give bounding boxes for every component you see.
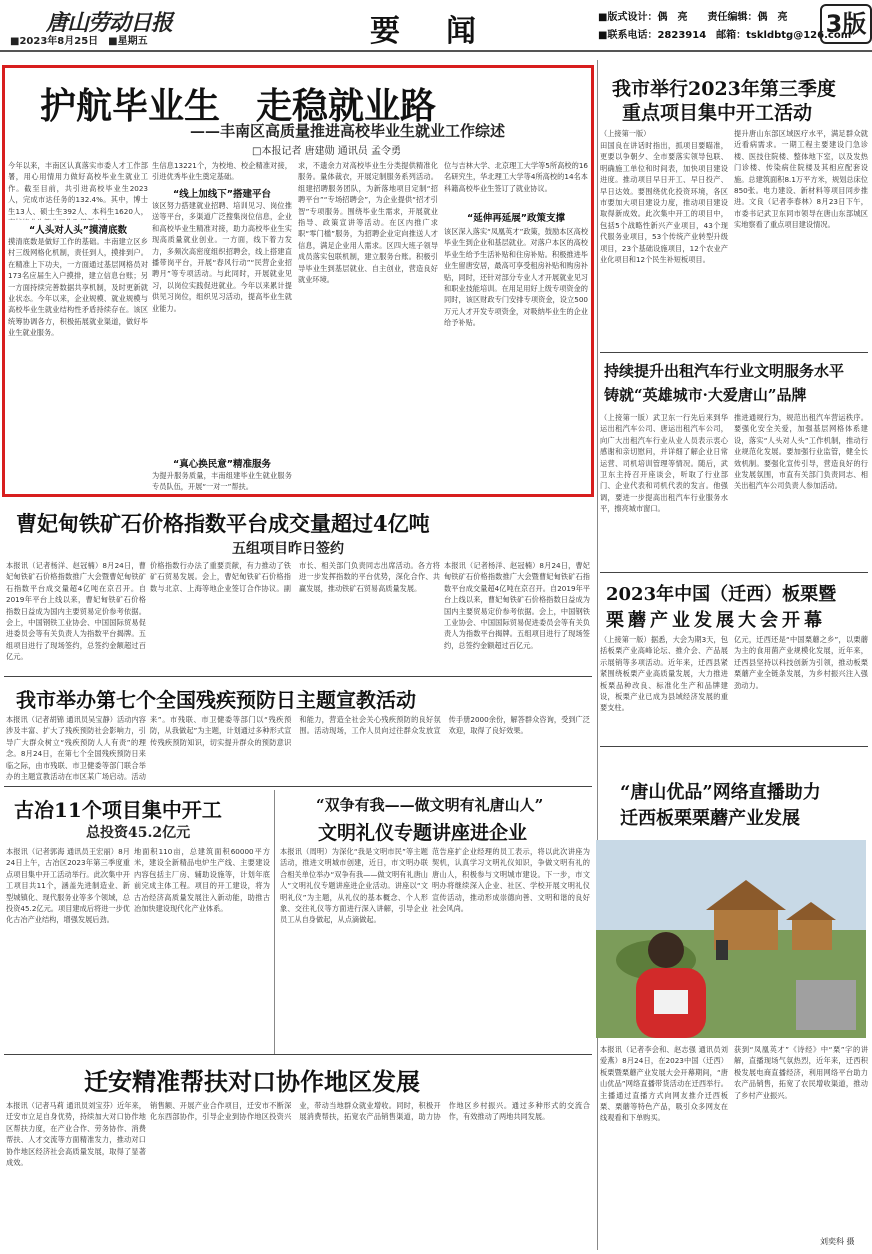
a6-body2: 地面积110亩，总建筑面积60000平方米，建设全新精品电炉生产线、主要建设内容包括主厂房、辅助设施等，计划年底前完成主体工程。项目的开工建设，将为古冶经济高质量发展注入新动能，助推古冶加快建设现代化产业体系。 xyxy=(134,847,270,914)
a9-title: “唐山优品”网络直播助力 xyxy=(620,782,821,803)
a2-title: 我市举行2023年第三季度 xyxy=(612,78,836,100)
a1-col4: 位与吉林大学、北京理工大学等5所高校的16名研究生，华北理工大学等4所高校的14名本科籍高校毕业生签订了就业协议。 xyxy=(444,161,588,193)
editor-line: ■版式设计：偶 亮 责任编辑：偶 亮 xyxy=(598,12,788,23)
a9-body: 本报讯（记者李会和、赵志强 通讯员刘爱燕）8月24日，在2023中国（迁西）板栗暨栗蘑产业发展大会开幕期间，“唐山优品”网络直播带货活动在迁西举行。主播通过直播方式向网友推介迁西板栗、栗蘑等特色产品，吸引众多网友在线观看和下单购买。 xyxy=(600,1045,728,1123)
photo-credit: 刘奕科 摄 xyxy=(820,1237,855,1246)
a8-body2: 亿元，迁西还是“中国栗蘑之乡”，以栗蘑为主的食用菌产业规模化发展，近年来，迁西县坚持以科技创新为引领，推动板栗栗蘑产业全链条发展，为乡村振兴注入强劲动力。 xyxy=(734,635,868,690)
a1-subhead-2: “线上加线下”搭建平台 xyxy=(173,189,271,200)
a1-col1: 今年以来，丰南区认真落实市委人才工作部署，用心用情用力做好高校毕业生就业工作。截至目前，共引进高校毕业生2023人，完成市达任务的132.4%。其中，博士生13人、硕士生392人、本科生1620人， xyxy=(8,161,148,216)
a5-body2: 来”。市残联、市卫健委等部门以“残疾预防，从我做起”为主题，计划通过多种形式宣传残疾预防知识，切实提升群众的预防意识和能力，营造全社会关心残疾预防的良好氛围。活动现场，工作人员向过往群众发放宣传手册2000余份，解答群众咨询，受到广泛欢迎，取得了良好效果。 xyxy=(150,715,590,747)
a9-body2: 获到“凤凰英才”《诗经》中“栗”字的讲解，直播现场气氛热烈，近年来，迁西积极发展电商直播经济，利用网络平台助力农产品销售，拓宽了农民增收渠道，推动了乡村产业振兴。 xyxy=(734,1045,868,1100)
a1-col2b: 该区努力搭建就业招聘、培训见习、岗位推送等平台，多渠道广泛搜集岗位信息，企业和高校毕业生精准对接，助力高校毕业生实现高质量就业创业。一方面，线下着力发力，多频次高密度组织招聘会，线上搭建直播带岗平台，开展“春风行动”“民营企业招聘月”等专项活动。与此同时，开展就业见习，以岗位实践促进就业。今年以来累计提供见习岗位，组织见习活动，提高毕业生就业能力。 xyxy=(152,201,292,313)
masthead xyxy=(0,0,872,52)
a6-title: 古冶11个项目集中开工 xyxy=(14,798,222,822)
a1-title: 护航毕业生 走稳就业路 xyxy=(40,85,437,127)
a3-title: 持续提升出租汽车行业文明服务水平 xyxy=(604,362,845,380)
a8-title: 2023年中国（迁西）板栗暨 xyxy=(606,584,837,605)
a1-col1b: 摸清底数是做好工作的基础。丰南建立区乡村三级网格化机制，责任到人，摸排到户。在精准上下功夫，一方面通过基层网格员对173名应届生入户摸排，建立信息台账；另一方面持续完善数据共享机制，及时更新就业状态。今年以来，企业规模、就业规模与高校毕业生就业结构性矛盾持续存在。该区统筹协调各方，积极拓展就业渠道，做好毕业生就业服务。 xyxy=(8,237,148,338)
a5-body: 本报讯（记者胡锦 通讯员吴宝静）活动内容涉及丰富、扩大了残疾预防社会影响力，引导广大群众树立“残疾预防人人有责”的理念。8月24日，在第七个全国残疾预防日来临之际，由市残联、市卫健委等部门联合举办的主题宣教活动在市区某广场启动。活动 xyxy=(6,715,146,782)
divider xyxy=(4,1054,592,1055)
a1-subhead-1: “人头对人头”摸清底数 xyxy=(29,225,127,236)
a2-title2: 重点项目集中开工活动 xyxy=(622,102,813,124)
a1-col2: 生信息13221个，为校地、校企精准对接，引进优秀毕业生奠定基础。 xyxy=(152,161,292,182)
a10-body: 本报讯（记者马莉 通讯员刘宝芬）近年来，迁安市立足自身优势，持续加大对口协作地区帮扶力度，在产业合作、劳务协作、消费帮扶、人才交流等方面精准发力，推动对口协作地区经济社会高质量发展，取得了显著成效。 xyxy=(6,1101,146,1168)
a9-title2: 迁西板栗栗蘑产业发展 xyxy=(620,808,800,829)
a6-subtitle: 总投资45.2亿元 xyxy=(86,825,191,841)
section-title: 要 闻 xyxy=(370,14,484,49)
a10-title: 迁安精准帮扶对口协作地区发展 xyxy=(84,1067,420,1096)
livestream-photo xyxy=(596,840,866,1038)
a4-title: 曹妃甸铁矿石价格指数平台成交量超过4亿吨 xyxy=(16,511,430,536)
divider xyxy=(4,676,592,677)
page-number: 3版 xyxy=(820,4,872,44)
a7-body: 本报讯（周明）为深化“我是文明市民”等主题活动，推进文明城市创建，近日，市文明办联合相关单位举办“双争有我——做文明有礼唐山人”文明礼仪专题讲座进企业活动。讲座以“文明礼仪”为主题，从礼仪的基本概念、个人形象、交往礼仪等方面进行深入讲解，引导企业员工从自身做起，从点滴做起。 xyxy=(280,847,428,925)
contact-line: ■联系电话：2823914 邮箱：tskldbtg@126.com xyxy=(598,30,852,41)
a1-subhead-3: “真心换民意”精准服务 xyxy=(173,459,271,470)
a4-body3: 本报讯（记者杨洋、赵冠楠）8月24日，曹妃甸铁矿石价格指数推广大会暨曹妃甸铁矿石指数平台成交量超4亿吨在京召开。自2019年平台上线以来，曹妃甸铁矿石价格指数日益成为国内主要贸易定价参考依据。会上，中国钢铁工业协会、中国国际贸易促进委员会等有关负责人为指数平台揭牌。五组项目进行了现场签约，总签约金额超过百亿元。 xyxy=(444,561,590,650)
a10-body2: 销售额、开展产业合作项目，迁安市不断深化东西部协作，引导企业到协作地区投资兴业，带动当地群众就业增收。同时，积极开展消费帮扶，拓宽农产品销售渠道，助力协作地区乡村振兴。通过多种形式的交流合作，有效推动了两地共同发展。 xyxy=(150,1101,590,1122)
a8-body: （上接第一版）据悉，大会为期3天，包括板栗产业高峰论坛、推介会、产品展示展销等多项活动。近年来，迁西县紧紧围绕板栗产业高质量发展，大力推进板栗品种改良、标准化生产和品牌建设，板栗产业已成为县域经济发展的重要支柱。 xyxy=(600,635,728,713)
a1-col4b: 该区深入落实“凤凰英才”政策，鼓励本区高校毕业生到企业和基层就业。对落户本区的高校毕业生给予生活补贴和住房补贴。积极推进毕业生留唐安居，最高可享受租房补贴和购房补贴，同时，还针对部分专业人才开展就业见习和职业技能培训。在用足用好上级专项资金的同时，该区财政专门安排专项资金，设立500万元人才开发专项资金，对吸纳毕业生的企业给予补贴。 xyxy=(444,227,588,328)
a8-title2: 栗蘑产业发展大会开幕 xyxy=(606,610,826,631)
divider xyxy=(600,746,868,747)
a3-body2: 推进通规行为，规范出租汽车营运秩序。要强化安全关爱，加强基层网格体系建设，落实“人头对人头”工作机制，推动行业规范化发展。要加强行业监管，健全长效机制。要强化宣传引导，营造良好的行业发展氛围，市直有关部门负责同志、相关出租汽车公司负责人参加活动。 xyxy=(734,413,868,491)
a7-body2: 范告座扩企业经理的员工表示，将以此次讲座为契机，认真学习文明礼仪知识，争做文明有礼的唐山人，积极参与文明城市建设。下一步，市文明办将继续深入企业、社区、学校开展文明礼仪宣传活动，推动形成崇德向善、文明和谐的良好社会风尚。 xyxy=(432,847,590,914)
divider xyxy=(274,790,275,1054)
a2-body2: 提升唐山东部区域医疗水平，满足群众就近看病需求。一期工程主要建设门急诊楼、医技住院楼、整体地下室，以及发热门诊楼、传染病住院楼及其相应配套设施。总建筑面积8.1万平方米，规划总床位850张。电力建设、新材料等项目同步推进。文良（记者李春林）8月23日下午，市委书记武卫东同市领导在唐山东部城区实地察看了重点项目建设情况。 xyxy=(734,129,868,230)
a3-body: （上接第一版）武卫东一行先后来到华运出租汽车公司、唐运出租汽车公司，向广大出租汽车行业从业人员表示衷心感谢和亲切慰问，并详细了解企业日常运营、司机培训管理等情况。随后，武卫东主持召开座谈会，听取了行业部门、企业代表和司机代表的发言。他强调，要进一步提高出租汽车行业服务水平，擦亮城市窗口。 xyxy=(600,413,728,514)
newspaper-logo: 唐山劳动日报 xyxy=(46,10,173,36)
a1-col2c: 为提升服务质量，丰南组建毕业生就业服务专员队伍，开展“一对一”帮扶。 xyxy=(152,471,292,492)
a1-subtitle: ——丰南区高质量推进高校毕业生就业工作综述 xyxy=(190,122,506,140)
a2-tag: （上接第一版） xyxy=(600,129,651,138)
a1-subhead-4: “延伸再延展”政策支撑 xyxy=(467,213,565,224)
a1-col3: 求，不遗余力对高校毕业生分类提供精准化服务。量体裁衣，开展定制服务系列活动。组建招聘服务团队，为新落地项目定制“招聘平台”“专场招聘会”，为企业提供“招才引智”专项服务。围绕毕业生需求，开展就业指导、政策宣讲等活动。在区内推广求职“零门槛”服务，为招聘企业定向推送人才信息，满足企业用人需求。区四大班子领导成员落实包联机制，建立服务台账。积极引导毕业生到基层就业、自主创业，营造良好就业环境。 xyxy=(298,161,438,285)
a4-body: 本报讯（记者杨洋、赵冠楠）8月24日，曹妃甸铁矿石价格指数推广大会暨曹妃甸铁矿石指数平台成交量超4亿吨在京召开。自2019年平台上线以来，曹妃甸铁矿石价格指数日益成为国内主要贸易定价参考依据。会上，中国钢铁工业协会、中国国际贸易促进委员会等有关负责人为指数平台揭牌。五组项目进行了现场签约，总签约金额超过百亿元。 xyxy=(6,561,146,662)
a2-body: 田国良在讲话时指出，抓项目要瞄准，更要以争朝夕、全市要落实领导包联、明确施工单位和时间表，加快项目建设进度。推动项目早日开工、早日投产、早日达效。要围绕优化投资环境，各区市要加大项目建设力度，推动项目建设取得新成效。此次集中开工的项目中，包括5个战略性新兴产业项目，43个现代服务业项目，53个传统产业转型升级项目，23个基础设施项目，12个农业产业化项目和12个民生补短板项目。 xyxy=(600,141,728,265)
divider xyxy=(600,572,868,573)
a6-body: 本报讯（记者郭海 通讯员王宏丽）8月24日上午，古冶区2023年第三季度重点项目集中开工活动举行。此次集中开工项目共11个，涵盖先进制造业、新型城镇化、现代服务业等多个领域，总投资45.2亿元。项目建成后将进一步优化古冶产业结构，增强发展后劲。 xyxy=(6,847,130,925)
divider xyxy=(600,352,868,353)
issue-date: ■2023年8月25日 ■星期五 xyxy=(10,36,148,47)
a4-body2: 价格指数行办法了重要贡献，有力推动了铁矿石贸易发展。会上，曹妃甸铁矿石价格指数与北京、上海等地企业签订合作协议。副市长、相关部门负责同志出席活动。各方将进一步发挥指数的平台优势，深化合作、共赢发展，推动铁矿石贸易高质量发展。 xyxy=(150,561,440,593)
a7-title2: 文明礼仪专题讲座进企业 xyxy=(318,822,528,844)
a1-byline: □本报记者 唐建勋 通讯员 孟令勇 xyxy=(252,146,401,157)
a3-title2: 铸就“英雄城市·大爱唐山”品牌 xyxy=(604,386,807,404)
column-divider xyxy=(597,60,598,1250)
a5-title: 我市举办第七个全国残疾预防日主题宣教活动 xyxy=(16,688,416,712)
divider xyxy=(4,786,592,787)
a7-title: “双争有我——做文明有礼唐山人” xyxy=(316,796,544,814)
a4-subtitle: 五组项目昨日签约 xyxy=(232,541,344,557)
livestream-photo-illustration xyxy=(596,840,866,1038)
